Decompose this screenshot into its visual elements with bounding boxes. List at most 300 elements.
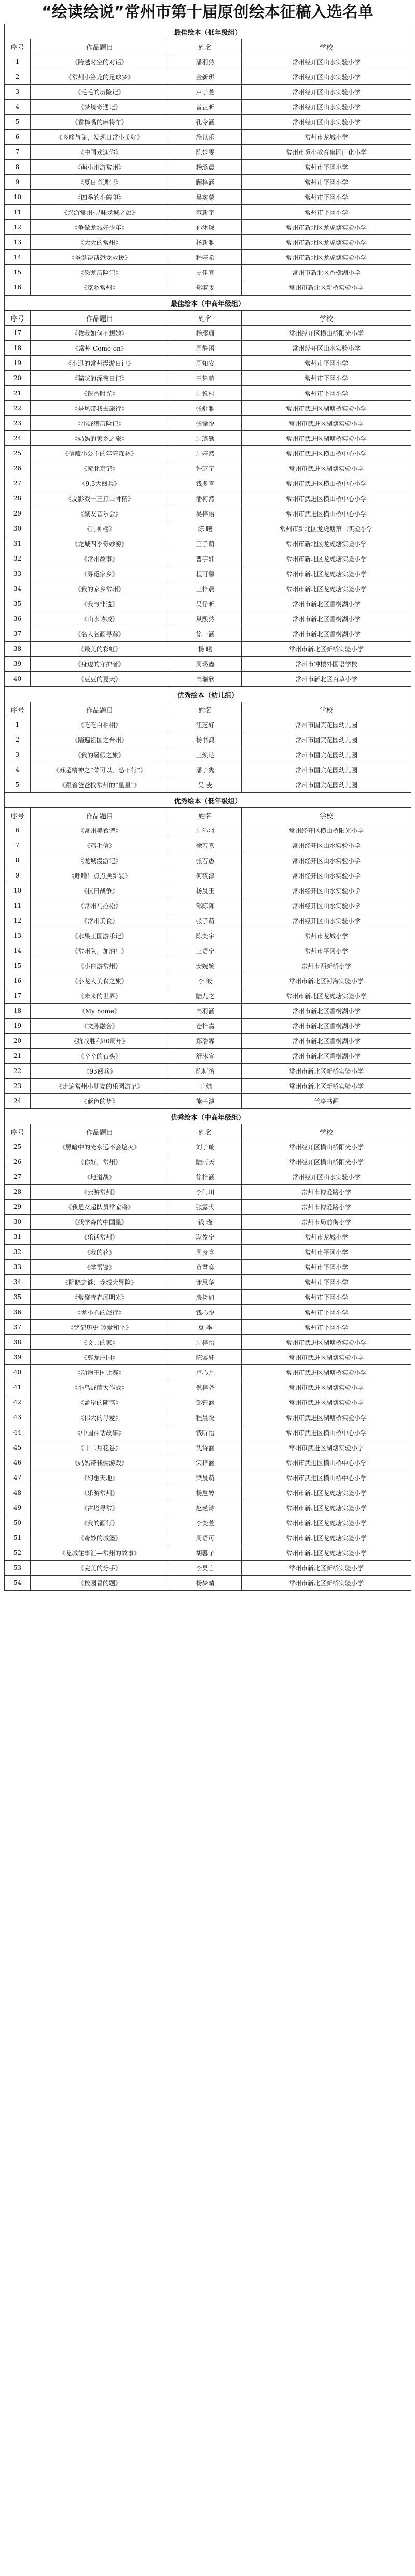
header-title: 作品题目: [31, 808, 169, 823]
cell-title: 《小野猪历险记》: [31, 416, 169, 431]
cell-no: 32: [5, 1245, 31, 1260]
cell-title: 《常州美食谱》: [31, 823, 169, 838]
cell-name: 郑浩霖: [169, 1034, 242, 1049]
cell-title: 《豆豆的夏天》: [31, 672, 169, 687]
cell-school: 常州市武进区湖塘实验小学: [242, 461, 411, 476]
cell-no: 9: [5, 868, 31, 883]
table-row: [5, 416, 411, 431]
cell-school: 常州市平冈小学: [242, 386, 411, 401]
table-row: [5, 611, 411, 626]
cell-no: 26: [5, 1154, 31, 1169]
cell-name: 钱心悦: [169, 1305, 242, 1320]
cell-title: 《山水诗城》: [31, 611, 169, 626]
table-row: [5, 1320, 411, 1335]
table-row: [5, 100, 411, 115]
table-row: [5, 521, 411, 536]
cell-no: 31: [5, 536, 31, 551]
cell-title: 《是风带我去旅行》: [31, 401, 169, 416]
table-header-row: [5, 1124, 411, 1139]
cell-school: 常州经开区山水实验小学: [242, 341, 411, 356]
table-row: [5, 762, 411, 777]
table-row: [5, 732, 411, 747]
cell-no: 4: [5, 100, 31, 115]
cell-no: 37: [5, 626, 31, 642]
cell-title: 《教我如何不想她》: [31, 326, 169, 341]
cell-no: 13: [5, 235, 31, 250]
cell-title: 《中国神话故事》: [31, 1425, 169, 1440]
cell-title: 《呼噜！点点换新装》: [31, 868, 169, 883]
cell-name: 王焕达: [169, 747, 242, 762]
header-school: 学校: [242, 39, 411, 54]
cell-school: 常州市龙城小学: [242, 1230, 411, 1245]
cell-title: 《奇妙的城堡》: [31, 1530, 169, 1545]
cell-no: 14: [5, 250, 31, 265]
cell-name: 陆雨天: [169, 1154, 242, 1169]
cell-name: 张子萌: [169, 913, 242, 928]
cell-title: 《十二月花卷》: [31, 1440, 169, 1455]
cell-title: 《恐龙历险记》: [31, 265, 169, 280]
cell-title: 《香樟嘴的麻将车》: [31, 115, 169, 130]
cell-school: 常州经开区山水实验小学: [242, 883, 411, 898]
cell-no: 32: [5, 551, 31, 566]
table-row: [5, 883, 411, 898]
cell-name: 金新琪: [169, 69, 242, 85]
cell-school: 常州市新北区新桥实验小学: [242, 1576, 411, 1591]
cell-name: 李 筱: [169, 973, 242, 988]
table-row: [5, 446, 411, 461]
table-row: [5, 1034, 411, 1049]
cell-no: 1: [5, 54, 31, 69]
cell-title: 《萌小州游常州》: [31, 160, 169, 175]
cell-name: 赵瑾诗: [169, 1500, 242, 1515]
cell-no: 5: [5, 115, 31, 130]
cell-title: 《聚友音乐会》: [31, 506, 169, 521]
cell-title: 《我的暑假之旅》: [31, 747, 169, 762]
cell-name: 吴 麦: [169, 777, 242, 792]
cell-name: 倪梓尧: [169, 1380, 242, 1395]
header-title: 作品题目: [31, 1124, 169, 1139]
cell-school: 常州市新北区龙虎塘实验小学: [242, 1545, 411, 1561]
cell-no: 39: [5, 657, 31, 672]
cell-title: 《夏日奇遇记》: [31, 175, 169, 190]
cell-school: 常州市龙城小学: [242, 928, 411, 943]
cell-name: 邹陈陈: [169, 898, 242, 913]
cell-school: 常州经开区山水实验小学: [242, 868, 411, 883]
cell-title: 《乐话常州》: [31, 1230, 169, 1245]
cell-title: 《常州美食》: [31, 913, 169, 928]
cell-school: 常州市平冈小学: [242, 190, 411, 205]
cell-title: 《踏遍祖国之台州》: [31, 732, 169, 747]
cell-no: 10: [5, 883, 31, 898]
cell-school: 常州市武进区湖塘实验小学: [242, 1395, 411, 1410]
header-no: 序号: [5, 1124, 31, 1139]
cell-no: 25: [5, 1139, 31, 1154]
cell-school: 常州市新北区龙虎塘实验小学: [242, 235, 411, 250]
cell-name: 徐梓涵: [169, 1169, 242, 1185]
cell-title: 《常州 Come on》: [31, 341, 169, 356]
cell-school: 常州市新北区龙虎塘实验小学: [242, 566, 411, 581]
table-row: [5, 1019, 411, 1034]
section-category: 优秀绘本（低年级组）: [5, 793, 411, 808]
cell-title: 《家乡常州》: [31, 280, 169, 295]
table-row: [5, 1545, 411, 1561]
table-row: [5, 596, 411, 611]
header-school: 学校: [242, 808, 411, 823]
cell-no: 25: [5, 446, 31, 461]
table-row: [5, 190, 411, 205]
cell-title: 《名人名画寻踪》: [31, 626, 169, 642]
cell-no: 36: [5, 611, 31, 626]
cell-title: 《文具的家》: [31, 1335, 169, 1350]
table-row: [5, 326, 411, 341]
table-header-row: [5, 311, 411, 326]
cell-name: 沈诗涵: [169, 1440, 242, 1455]
cell-title: 《圣诞帮帮恐龙救援》: [31, 250, 169, 265]
cell-school: 常州市新北区河海实验小学: [242, 973, 411, 988]
table-row: [5, 1380, 411, 1395]
cell-title: 《小迅的常州漫游日记》: [31, 356, 169, 371]
cell-name: 杨书鸿: [169, 732, 242, 747]
table-row: [5, 1335, 411, 1350]
cell-no: 49: [5, 1500, 31, 1515]
table-row: [5, 386, 411, 401]
table-row: [5, 1290, 411, 1305]
cell-school: 常州市新北区新桥实验小学: [242, 280, 411, 295]
table-row: [5, 973, 411, 988]
cell-school: 常州市国宾花园幼儿园: [242, 777, 411, 792]
section-table: [4, 792, 411, 1109]
cell-name: 杨璎珊: [169, 326, 242, 341]
cell-school: 常州市平冈小学: [242, 356, 411, 371]
cell-title: 《奶妈的家乡之旅》: [31, 431, 169, 446]
table-row: [5, 551, 411, 566]
header-no: 序号: [5, 39, 31, 54]
cell-school: 常州市武进区横山桥中心小学: [242, 476, 411, 491]
table-row: [5, 341, 411, 356]
cell-school: 常州市平冈小学: [242, 1290, 411, 1305]
cell-no: 12: [5, 220, 31, 235]
cell-no: 20: [5, 371, 31, 386]
table-row: [5, 1470, 411, 1485]
cell-title: 《文脉融合》: [31, 1019, 169, 1034]
cell-school: 常州市新北区新桥实验小学: [242, 642, 411, 657]
cell-no: 8: [5, 160, 31, 175]
cell-no: 54: [5, 1576, 31, 1591]
cell-school: 常州市武进区湖塘桥实验小学: [242, 1335, 411, 1350]
cell-school: 常州市平冈小学: [242, 1320, 411, 1335]
table-row: [5, 1185, 411, 1200]
cell-school: 常州市国宾花园幼儿园: [242, 762, 411, 777]
cell-no: 31: [5, 1230, 31, 1245]
cell-school: 常州经开区山水实验小学: [242, 838, 411, 853]
cell-name: 程晨悦: [169, 1410, 242, 1425]
cell-name: 卢子萱: [169, 85, 242, 100]
cell-school: 常州市新北区香樹湖小学: [242, 1004, 411, 1019]
cell-no: 44: [5, 1425, 31, 1440]
header-school: 学校: [242, 702, 411, 717]
cell-title: 《抗日战争》: [31, 883, 169, 898]
cell-school: 常州市平冈小学: [242, 160, 411, 175]
cell-school: 常州市新北区香樹湖小学: [242, 596, 411, 611]
cell-title: 《小鸟野菌大作战》: [31, 1380, 169, 1395]
cell-title: 《大大的常州》: [31, 235, 169, 250]
cell-name: 夏 季: [169, 1320, 242, 1335]
cell-name: 何筱淳: [169, 868, 242, 883]
cell-title: 《跨越时空的对话》: [31, 54, 169, 69]
cell-school: 常州市国宾花园幼儿园: [242, 732, 411, 747]
cell-name: 周悦桐: [169, 386, 242, 401]
cell-no: 24: [5, 1094, 31, 1109]
cell-name: 周沁羽: [169, 823, 242, 838]
cell-name: 丁 炜: [169, 1079, 242, 1094]
cell-title: 《我的家乡常州》: [31, 581, 169, 596]
cell-no: 51: [5, 1530, 31, 1545]
cell-school: 常州市新北区香樹湖小学: [242, 1049, 411, 1064]
cell-school: 常州市武进区湖塘桥实验小学: [242, 401, 411, 416]
cell-school: 常州经开区横山桥阳光小学: [242, 1154, 411, 1169]
table-row: [5, 205, 411, 220]
cell-name: 李昊言: [169, 1561, 242, 1576]
cell-school: 常州市武进区湖塘实验小学: [242, 416, 411, 431]
table-row: [5, 54, 411, 69]
table-row: [5, 1365, 411, 1380]
cell-no: 28: [5, 1185, 31, 1200]
cell-no: 46: [5, 1455, 31, 1470]
cell-title: 《猫咪的深夜日记》: [31, 371, 169, 386]
table-row: [5, 913, 411, 928]
cell-name: 张若愚: [169, 853, 242, 868]
cell-no: 35: [5, 1290, 31, 1305]
table-row: [5, 536, 411, 551]
table-row: [5, 928, 411, 943]
cell-school: 常州市钟楼外国语学校: [242, 657, 411, 672]
cell-name: 李奕萱: [169, 1515, 242, 1530]
table-row: [5, 371, 411, 386]
cell-school: 常州经开区山水实验小学: [242, 54, 411, 69]
cell-name: 周梓怡: [169, 1335, 242, 1350]
cell-no: 19: [5, 1019, 31, 1034]
cell-name: 杨 曦: [169, 642, 242, 657]
cell-no: 29: [5, 1200, 31, 1215]
table-row: [5, 868, 411, 883]
cell-school: 常州市武进区湖塘桥实验小学: [242, 1365, 411, 1380]
cell-name: 周璐鑫: [169, 657, 242, 672]
cell-title: 《黑暗中的光永远不会熄灭》: [31, 1139, 169, 1154]
cell-school: 常州市新北区龙虎塘实验小学: [242, 220, 411, 235]
cell-name: 杨梦晴: [169, 1576, 242, 1591]
table-row: [5, 160, 411, 175]
award-list: [4, 24, 411, 1591]
cell-name: 梁晨萌: [169, 1470, 242, 1485]
cell-school: 常州市新北区香樹湖小学: [242, 1019, 411, 1034]
header-school: 学校: [242, 1124, 411, 1139]
cell-name: 王隽暄: [169, 371, 242, 386]
cell-no: 6: [5, 130, 31, 145]
cell-school: 常州市武进区横山桥中心小学: [242, 1425, 411, 1440]
cell-no: 7: [5, 838, 31, 853]
cell-no: 3: [5, 747, 31, 762]
cell-school: 常州市博爱路小学: [242, 1185, 411, 1200]
header-title: 作品题目: [31, 702, 169, 717]
cell-no: 5: [5, 777, 31, 792]
cell-name: 程可馨: [169, 566, 242, 581]
cell-no: 29: [5, 506, 31, 521]
cell-no: 38: [5, 1335, 31, 1350]
cell-no: 18: [5, 1004, 31, 1019]
table-header-row: [5, 702, 411, 717]
cell-school: 常州市武进区横山桥中心小学: [242, 506, 411, 521]
cell-title: 《阴晓之谜：龙城大冒险》: [31, 1275, 169, 1290]
cell-title: 《孟岸的随笔》: [31, 1395, 169, 1410]
table-row: [5, 69, 411, 85]
cell-school: 常州市新北区新桥实验小学: [242, 1064, 411, 1079]
cell-title: 《伟大的母爱》: [31, 1410, 169, 1425]
cell-name: 钱昕怡: [169, 1425, 242, 1440]
section-table: [4, 1109, 411, 1591]
header-school: 学校: [242, 311, 411, 326]
table-row: [5, 988, 411, 1004]
cell-school: 常州市龙城小学: [242, 130, 411, 145]
cell-title: 《未来的世界》: [31, 988, 169, 1004]
cell-no: 47: [5, 1470, 31, 1485]
cell-title: 《完美的分手》: [31, 1561, 169, 1576]
cell-title: 《寻觅家乡》: [31, 566, 169, 581]
cell-title: 《兴游常州·寻味龙城之旅》: [31, 205, 169, 220]
cell-no: 42: [5, 1395, 31, 1410]
cell-name: 卢心月: [169, 1365, 242, 1380]
cell-school: 常州经开区山水实验小学: [242, 115, 411, 130]
cell-title: 《争做龙城好少年》: [31, 220, 169, 235]
cell-name: 范新宇: [169, 205, 242, 220]
cell-no: 26: [5, 461, 31, 476]
cell-school: 常州经开区山水实验小学: [242, 853, 411, 868]
cell-no: 9: [5, 175, 31, 190]
table-row: [5, 1200, 411, 1215]
cell-name: 杨慧婷: [169, 1485, 242, 1500]
cell-title: 《古塔寻常》: [31, 1500, 169, 1515]
cell-name: 杨晨玉: [169, 883, 242, 898]
table-row: [5, 235, 411, 250]
cell-no: 27: [5, 476, 31, 491]
cell-title: 《校园冒的题》: [31, 1576, 169, 1591]
section-category: 优秀绘本（幼儿组）: [5, 687, 411, 702]
header-name: 姓名: [169, 39, 242, 54]
cell-no: 30: [5, 521, 31, 536]
cell-title: 《9.3大阅兵》: [31, 476, 169, 491]
cell-no: 21: [5, 386, 31, 401]
cell-no: 16: [5, 973, 31, 988]
header-no: 序号: [5, 311, 31, 326]
cell-name: 安婉婉: [169, 958, 242, 973]
section-table: [4, 24, 411, 295]
cell-name: 高瑞欣: [169, 672, 242, 687]
cell-name: 周璐勤: [169, 431, 242, 446]
cell-school: 兰亭书画: [242, 1094, 411, 1109]
cell-school: 常州市新北区龙虎塘实验小学: [242, 551, 411, 566]
cell-name: 胡馨子: [169, 1545, 242, 1561]
cell-title: 《中国欢迎你》: [31, 145, 169, 160]
cell-name: 陈楚雯: [169, 145, 242, 160]
cell-title: 《游北京记》: [31, 461, 169, 476]
cell-school: 常州市武进区湖塘桥实验小学: [242, 1410, 411, 1425]
cell-no: 1: [5, 717, 31, 732]
table-row: [5, 1576, 411, 1591]
header-name: 姓名: [169, 808, 242, 823]
cell-title: 《地道战》: [31, 1169, 169, 1185]
page-title: “绘读绘说”常州市第十届原创绘本征稿入选名单: [42, 3, 374, 21]
table-row: [5, 250, 411, 265]
cell-name: 周静语: [169, 341, 242, 356]
section-table: [4, 295, 411, 687]
cell-name: 史佳宜: [169, 265, 242, 280]
cell-no: 13: [5, 928, 31, 943]
cell-no: 34: [5, 581, 31, 596]
cell-school: 常州市新北区龙虎塘第二实验小学: [242, 521, 411, 536]
cell-title: 《身边的守护者》: [31, 657, 169, 672]
cell-school: 常州市新北区新桥实验小学: [242, 1561, 411, 1576]
cell-school: 常州市武进区湖塘实验小学: [242, 1350, 411, 1365]
cell-name: 王子萌: [169, 536, 242, 551]
table-row: [5, 581, 411, 596]
header-name: 姓名: [169, 1124, 242, 1139]
cell-title: 《动物王国比赛》: [31, 1365, 169, 1380]
cell-title: 《皮影戏一三打白骨精》: [31, 491, 169, 506]
table-row: [5, 1440, 411, 1455]
cell-title: 《我的画行》: [31, 1515, 169, 1530]
cell-no: 23: [5, 1079, 31, 1094]
cell-title: 《小白游常州》: [31, 958, 169, 973]
cell-no: 40: [5, 1365, 31, 1380]
section-table: [4, 687, 411, 792]
cell-title: 《吃吃白相相》: [31, 717, 169, 732]
table-row: [5, 1154, 411, 1169]
cell-title: 《苏超精神之“菜可以，怂不行”》: [31, 762, 169, 777]
cell-school: 常州经开区横山桥阳光小学: [242, 326, 411, 341]
cell-name: 巢熙然: [169, 611, 242, 626]
cell-school: 常州经开区山水实验小学: [242, 913, 411, 928]
cell-title: 《龙城漫游记》: [31, 853, 169, 868]
cell-no: 48: [5, 1485, 31, 1500]
cell-name: 吴奕蒙: [169, 190, 242, 205]
cell-school: 常州经开区山水实验小学: [242, 69, 411, 85]
cell-school: 常州市武进区横山桥中心小学: [242, 491, 411, 506]
cell-title: 《常州马拉松》: [31, 898, 169, 913]
cell-title: 《常州故事》: [31, 551, 169, 566]
section-category: 优秀绘本（中高年级组）: [5, 1109, 411, 1124]
table-row: [5, 130, 411, 145]
cell-no: 15: [5, 958, 31, 973]
table-row: [5, 1049, 411, 1064]
cell-name: 王梓晨: [169, 581, 242, 596]
cell-name: 黄君奕: [169, 1260, 242, 1275]
cell-school: 常州经开区山水实验小学: [242, 1169, 411, 1185]
cell-title: 《幻想天地》: [31, 1470, 169, 1485]
cell-no: 2: [5, 732, 31, 747]
cell-no: 12: [5, 913, 31, 928]
cell-title: 《学雷锋》: [31, 1260, 169, 1275]
table-row: [5, 506, 411, 521]
table-row: [5, 356, 411, 371]
cell-name: 张愉悦: [169, 416, 242, 431]
table-row: [5, 943, 411, 958]
cell-school: 常州市平冈小学: [242, 943, 411, 958]
cell-title: 《走遍常州小朋友的乐园游记》: [31, 1079, 169, 1094]
cell-no: 11: [5, 205, 31, 220]
cell-no: 53: [5, 1561, 31, 1576]
cell-no: 19: [5, 356, 31, 371]
cell-school: 常州市新北区新桥实验小学: [242, 1079, 411, 1094]
cell-title: 《龙城往事汇—常州的故事》: [31, 1545, 169, 1561]
